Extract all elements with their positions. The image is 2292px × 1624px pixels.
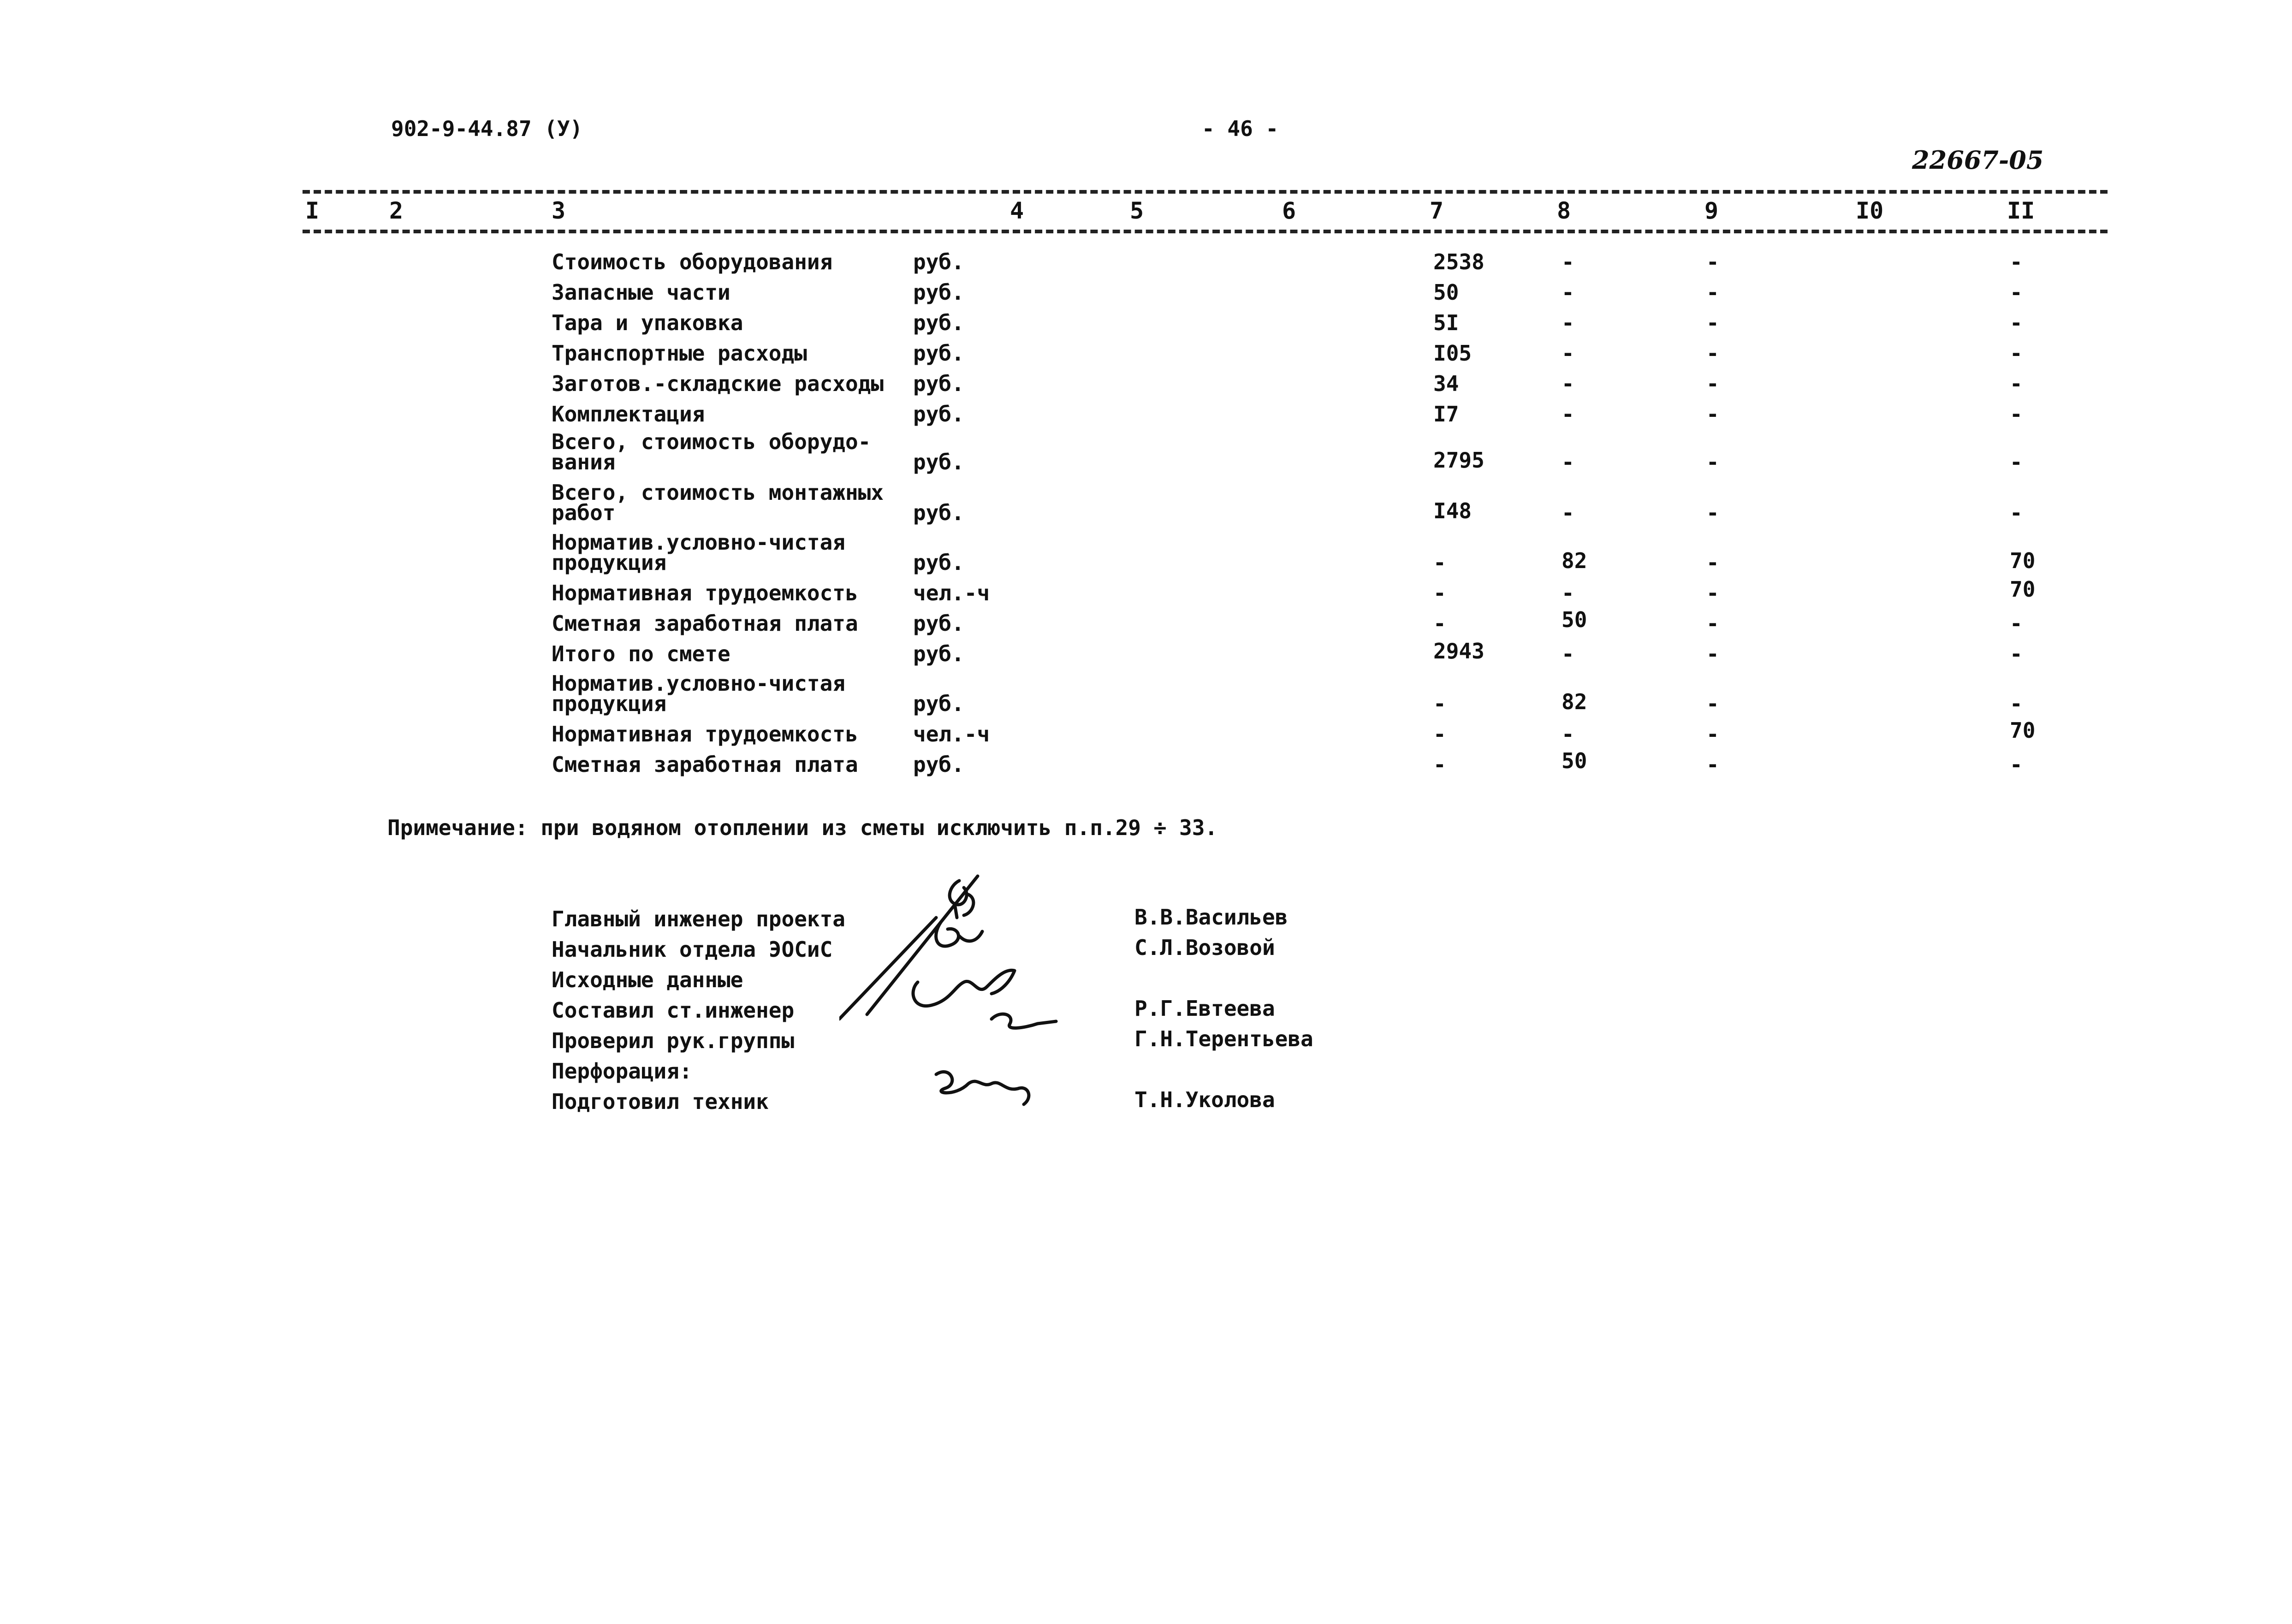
column-number: 6 bbox=[1282, 197, 1296, 224]
col11-value: - bbox=[2010, 371, 2023, 396]
item-unit: руб. bbox=[913, 550, 964, 575]
item-unit: руб. bbox=[913, 691, 964, 716]
col7-value: - bbox=[1433, 752, 1446, 777]
signer-position: Проверил рук.группы bbox=[552, 1028, 795, 1053]
item-unit: руб. bbox=[913, 752, 964, 777]
item-name: Тара и упаковка bbox=[552, 310, 743, 335]
col8-value: - bbox=[1562, 450, 1574, 474]
col7-value: 50 bbox=[1433, 280, 1459, 305]
signature-group-leader bbox=[992, 1014, 1056, 1028]
col9-value: - bbox=[1706, 550, 1719, 575]
item-unit: руб. bbox=[913, 641, 964, 666]
item-name: Всего, стоимость монтажных работ bbox=[552, 480, 884, 525]
col11-value: - bbox=[2010, 450, 2023, 474]
col8-value: - bbox=[1562, 249, 1574, 274]
column-number: 7 bbox=[1430, 197, 1444, 224]
col7-value: 34 bbox=[1433, 371, 1459, 396]
col11-value: - bbox=[2010, 691, 2023, 716]
item-unit: руб. bbox=[913, 280, 964, 305]
item-name: Заготов.-складские расходы bbox=[552, 371, 884, 396]
col9-value: - bbox=[1706, 722, 1719, 747]
col9-value: - bbox=[1706, 611, 1719, 636]
signer-name: Т.Н.Уколова bbox=[1134, 1087, 1275, 1112]
column-number: II bbox=[2007, 197, 2035, 224]
col11-value: 70 bbox=[2010, 577, 2036, 602]
col7-value: I05 bbox=[1433, 341, 1472, 366]
col8-value: - bbox=[1562, 402, 1574, 427]
col7-value: I7 bbox=[1433, 402, 1459, 427]
signer-position: Подготовил техник bbox=[552, 1089, 769, 1114]
item-unit: руб. bbox=[913, 371, 964, 396]
page-number: - 46 - bbox=[1202, 116, 1279, 141]
column-number: 8 bbox=[1557, 197, 1571, 224]
item-name: Норматив.условно-чистая продукция bbox=[552, 530, 845, 575]
col11-value: - bbox=[2010, 280, 2023, 305]
col9-value: - bbox=[1706, 341, 1719, 366]
column-number: I bbox=[305, 197, 320, 224]
col9-value: - bbox=[1706, 371, 1719, 396]
col8-value: - bbox=[1562, 500, 1574, 525]
col8-value: - bbox=[1562, 641, 1574, 666]
signer-position: Исходные данные bbox=[552, 967, 743, 992]
item-unit: руб. bbox=[913, 500, 964, 525]
item-unit: чел.-ч bbox=[913, 581, 990, 605]
col7-value: - bbox=[1433, 581, 1446, 605]
col9-value: - bbox=[1706, 249, 1719, 274]
item-name: Нормативная трудоемкость bbox=[552, 581, 858, 605]
signature-engineer bbox=[913, 970, 1015, 1006]
col8-value: - bbox=[1562, 310, 1574, 335]
item-unit: руб. bbox=[913, 341, 964, 366]
col11-value: - bbox=[2010, 752, 2023, 777]
signer-position: Составил ст.инженер bbox=[552, 998, 795, 1023]
doc-code: 902-9-44.87 (У) bbox=[391, 116, 583, 141]
col8-value: - bbox=[1562, 722, 1574, 747]
item-name: Норматив.условно-чистая продукция bbox=[552, 671, 845, 716]
item-name: Всего, стоимость оборудо-вания bbox=[552, 429, 871, 474]
col11-value: - bbox=[2010, 341, 2023, 366]
col7-value: - bbox=[1433, 611, 1446, 636]
signer-position: Перфорация: bbox=[552, 1059, 692, 1084]
col9-value: - bbox=[1706, 500, 1719, 525]
table-header-rule bbox=[303, 230, 2108, 233]
item-unit: руб. bbox=[913, 249, 964, 274]
handwritten-signatures bbox=[839, 867, 1098, 1134]
col8-value: 82 bbox=[1562, 689, 1587, 714]
item-unit: руб. bbox=[913, 310, 964, 335]
footnote: Примечание: при водяном отоплении из сметы исключить п.п.29 ÷ 33. bbox=[387, 815, 1218, 840]
item-name: Запасные части bbox=[552, 280, 730, 305]
signature-department-head bbox=[936, 922, 982, 946]
col7-value: I48 bbox=[1433, 498, 1472, 523]
column-number: 3 bbox=[552, 197, 566, 224]
col9-value: - bbox=[1706, 641, 1719, 666]
column-number: 2 bbox=[389, 197, 404, 224]
col7-value: - bbox=[1433, 550, 1446, 575]
table-top-rule bbox=[303, 190, 2108, 194]
item-name: Стоимость оборудования bbox=[552, 249, 833, 274]
item-unit: руб. bbox=[913, 611, 964, 636]
col7-value: - bbox=[1433, 722, 1446, 747]
signer-name: Г.Н.Терентьева bbox=[1134, 1026, 1313, 1051]
col7-value: 5I bbox=[1433, 310, 1459, 335]
item-name: Итого по смете bbox=[552, 641, 730, 666]
col7-value: 2943 bbox=[1433, 639, 1484, 664]
col9-value: - bbox=[1706, 581, 1719, 605]
col11-value: 70 bbox=[2010, 718, 2036, 743]
signature-technician bbox=[936, 1072, 1029, 1104]
col8-value: 50 bbox=[1562, 748, 1587, 773]
column-number: I0 bbox=[1856, 197, 1884, 224]
column-number: 9 bbox=[1704, 197, 1719, 224]
signer-name: С.Л.Возовой bbox=[1134, 935, 1275, 960]
column-number: 5 bbox=[1130, 197, 1144, 224]
col7-value: 2795 bbox=[1433, 448, 1484, 473]
item-unit: руб. bbox=[913, 450, 964, 474]
col9-value: - bbox=[1706, 402, 1719, 427]
col11-value: 70 bbox=[2010, 548, 2036, 573]
col8-value: 82 bbox=[1562, 548, 1587, 573]
col9-value: - bbox=[1706, 752, 1719, 777]
col9-value: - bbox=[1706, 450, 1719, 474]
col8-value: - bbox=[1562, 280, 1574, 305]
item-name: Транспортные расходы bbox=[552, 341, 807, 366]
col9-value: - bbox=[1706, 280, 1719, 305]
col8-value: - bbox=[1562, 371, 1574, 396]
item-name: Сметная заработная плата bbox=[552, 611, 858, 636]
col7-value: 2538 bbox=[1433, 249, 1484, 274]
col11-value: - bbox=[2010, 310, 2023, 335]
signer-position: Начальник отдела ЭОСиС bbox=[552, 937, 833, 962]
signature-slash bbox=[839, 876, 978, 1019]
col11-value: - bbox=[2010, 500, 2023, 525]
item-name: Нормативная трудоемкость bbox=[552, 722, 858, 747]
col8-value: 50 bbox=[1562, 607, 1587, 632]
signer-position: Главный инженер проекта bbox=[552, 907, 845, 931]
item-unit: руб. bbox=[913, 402, 964, 427]
col8-value: - bbox=[1562, 341, 1574, 366]
item-unit: чел.-ч bbox=[913, 722, 990, 747]
col11-value: - bbox=[2010, 402, 2023, 427]
archive-stamp: 22667-05 bbox=[1912, 145, 2044, 175]
col9-value: - bbox=[1706, 310, 1719, 335]
signer-name: Р.Г.Евтеева bbox=[1134, 996, 1275, 1021]
column-number: 4 bbox=[1010, 197, 1024, 224]
col7-value: - bbox=[1433, 691, 1446, 716]
item-name: Сметная заработная плата bbox=[552, 752, 858, 777]
col11-value: - bbox=[2010, 611, 2023, 636]
col11-value: - bbox=[2010, 641, 2023, 666]
col11-value: - bbox=[2010, 249, 2023, 274]
item-name: Комплектация bbox=[552, 402, 705, 427]
signer-name: В.В.Васильев bbox=[1134, 905, 1288, 930]
col8-value: - bbox=[1562, 581, 1574, 605]
col9-value: - bbox=[1706, 691, 1719, 716]
